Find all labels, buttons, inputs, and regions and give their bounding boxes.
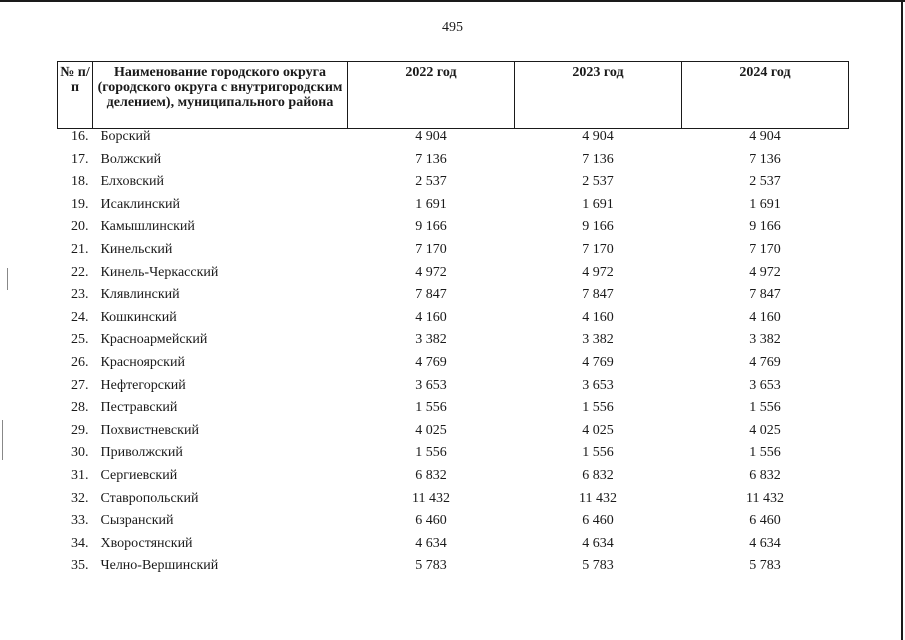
row-value-2024: 1 556: [749, 400, 781, 416]
table-row: [58, 558, 849, 581]
scan-artifact: [2, 420, 3, 460]
row-name: Кошкинский: [100, 309, 177, 325]
row-value-2024: 6 832: [749, 467, 781, 483]
row-name: Кинель-Черкасский: [100, 264, 219, 280]
row-value-2022: 7 847: [415, 287, 447, 303]
row-value-2024: 3 382: [749, 332, 781, 348]
page-border-top: [0, 0, 905, 2]
row-value-2024: 4 634: [749, 535, 781, 551]
table-row: [58, 445, 849, 468]
row-name: Приволжский: [100, 445, 183, 461]
table-row: [58, 491, 849, 514]
row-value-2022: 3 653: [415, 377, 447, 393]
row-number: 34.: [71, 535, 89, 551]
table-row: [58, 174, 849, 197]
table-row: [58, 152, 849, 175]
row-value-2024: 11 432: [746, 490, 784, 506]
table-row: [58, 513, 849, 536]
row-name: Пестравский: [100, 400, 178, 416]
row-value-2023: 7 136: [582, 151, 614, 167]
row-number: 24.: [71, 309, 89, 325]
row-name: Исаклинский: [100, 196, 180, 212]
row-value-2022: 9 166: [415, 219, 447, 235]
header-2024: 2024 год: [682, 62, 849, 129]
row-name: Ставропольский: [100, 490, 199, 506]
row-name: Кинельский: [100, 241, 173, 257]
row-value-2022: 1 556: [415, 445, 447, 461]
row-value-2023: 1 556: [582, 445, 614, 461]
row-name: Сергиевский: [100, 467, 178, 483]
row-number: 29.: [71, 422, 89, 438]
row-value-2023: 6 832: [582, 467, 614, 483]
page-number: 495: [442, 20, 463, 35]
row-value-2023: 4 634: [582, 535, 614, 551]
row-value-2022: 4 972: [415, 264, 447, 280]
row-number: 27.: [71, 377, 89, 393]
row-value-2024: 3 653: [749, 377, 781, 393]
row-number: 35.: [71, 558, 89, 574]
header-name: Наименование городского округа (городского округа с внутригородским делением), муниципального района: [93, 62, 348, 129]
row-number: 32.: [71, 490, 89, 506]
table-row: [58, 423, 849, 446]
row-value-2022: 7 136: [415, 151, 447, 167]
row-value-2023: 7 847: [582, 287, 614, 303]
row-name: Сызранский: [100, 513, 174, 529]
row-name: Челно-Вершинский: [100, 558, 219, 574]
row-value-2023: 3 653: [582, 377, 614, 393]
header-2022: 2022 год: [348, 62, 515, 129]
table-row: [58, 378, 849, 401]
scan-artifact: [7, 268, 8, 290]
row-value-2023: 9 166: [582, 219, 614, 235]
row-name: Камышлинский: [100, 219, 195, 235]
row-value-2023: 1 556: [582, 400, 614, 416]
row-number: 23.: [71, 287, 89, 303]
row-value-2022: 11 432: [412, 490, 450, 506]
row-value-2024: 4 769: [749, 354, 781, 370]
row-value-2022: 1 691: [415, 196, 447, 212]
row-name: Красноармейский: [100, 332, 208, 348]
row-number: 16.: [71, 129, 89, 144]
row-value-2022: 1 556: [415, 400, 447, 416]
row-value-2024: 5 783: [749, 558, 781, 574]
table-row: [58, 287, 849, 310]
row-name: Клявлинский: [100, 287, 180, 303]
row-value-2022: 4 769: [415, 354, 447, 370]
row-value-2024: 7 847: [749, 287, 781, 303]
table-row: [58, 468, 849, 491]
row-value-2023: 7 170: [582, 241, 614, 257]
row-value-2023: 2 537: [582, 174, 614, 190]
row-number: 22.: [71, 264, 89, 280]
row-value-2024: 4 025: [749, 422, 781, 438]
row-value-2024: 6 460: [749, 513, 781, 529]
table-row: [58, 129, 849, 152]
table-row: [58, 355, 849, 378]
row-number: 31.: [71, 467, 89, 483]
row-value-2022: 5 783: [415, 558, 447, 574]
row-name: Красноярский: [100, 354, 185, 370]
row-number: 20.: [71, 219, 89, 235]
row-number: 17.: [71, 151, 89, 167]
row-value-2023: 4 025: [582, 422, 614, 438]
row-value-2022: 4 025: [415, 422, 447, 438]
table-row: [58, 197, 849, 220]
table-row: [58, 332, 849, 355]
table-row: [58, 400, 849, 423]
row-value-2022: 6 832: [415, 467, 447, 483]
row-value-2023: 4 904: [582, 129, 614, 144]
table-row: [58, 242, 849, 265]
row-value-2022: 4 634: [415, 535, 447, 551]
row-value-2024: 4 972: [749, 264, 781, 280]
row-value-2024: 7 136: [749, 151, 781, 167]
row-number: 30.: [71, 445, 89, 461]
row-value-2024: 7 170: [749, 241, 781, 257]
table-row: [58, 536, 849, 559]
row-value-2024: 9 166: [749, 219, 781, 235]
row-value-2022: 4 904: [415, 129, 447, 144]
row-value-2022: 2 537: [415, 174, 447, 190]
row-number: 19.: [71, 196, 89, 212]
row-name: Хворостянский: [100, 535, 193, 551]
row-value-2022: 4 160: [415, 309, 447, 325]
row-value-2024: 1 556: [749, 445, 781, 461]
row-value-2023: 6 460: [582, 513, 614, 529]
table-row: [58, 219, 849, 242]
row-value-2024: 2 537: [749, 174, 781, 190]
row-number: 28.: [71, 400, 89, 416]
row-number: 18.: [71, 174, 89, 190]
table-header-row: [58, 62, 849, 129]
row-name: Похвистневский: [100, 422, 199, 438]
table-row: [58, 265, 849, 288]
row-number: 26.: [71, 354, 89, 370]
row-value-2023: 3 382: [582, 332, 614, 348]
row-number: 21.: [71, 241, 89, 257]
table-row: [58, 310, 849, 333]
row-name: Елховский: [100, 174, 165, 190]
page-border-right: [901, 0, 903, 640]
row-value-2022: 3 382: [415, 332, 447, 348]
row-name: Нефтегорский: [100, 377, 186, 393]
header-2023: 2023 год: [515, 62, 682, 129]
row-value-2023: 1 691: [582, 196, 614, 212]
row-value-2023: 4 160: [582, 309, 614, 325]
row-value-2024: 4 160: [749, 309, 781, 325]
row-number: 33.: [71, 513, 89, 529]
row-number: 25.: [71, 332, 89, 348]
row-value-2023: 4 769: [582, 354, 614, 370]
row-value-2022: 7 170: [415, 241, 447, 257]
row-value-2024: 1 691: [749, 196, 781, 212]
header-num: № п/п: [58, 62, 93, 129]
row-value-2023: 11 432: [579, 490, 617, 506]
row-value-2023: 5 783: [582, 558, 614, 574]
row-name: Волжский: [100, 151, 162, 167]
data-table: [57, 61, 849, 581]
row-value-2022: 6 460: [415, 513, 447, 529]
row-value-2024: 4 904: [749, 129, 781, 144]
row-value-2023: 4 972: [582, 264, 614, 280]
row-name: Борский: [100, 129, 151, 144]
